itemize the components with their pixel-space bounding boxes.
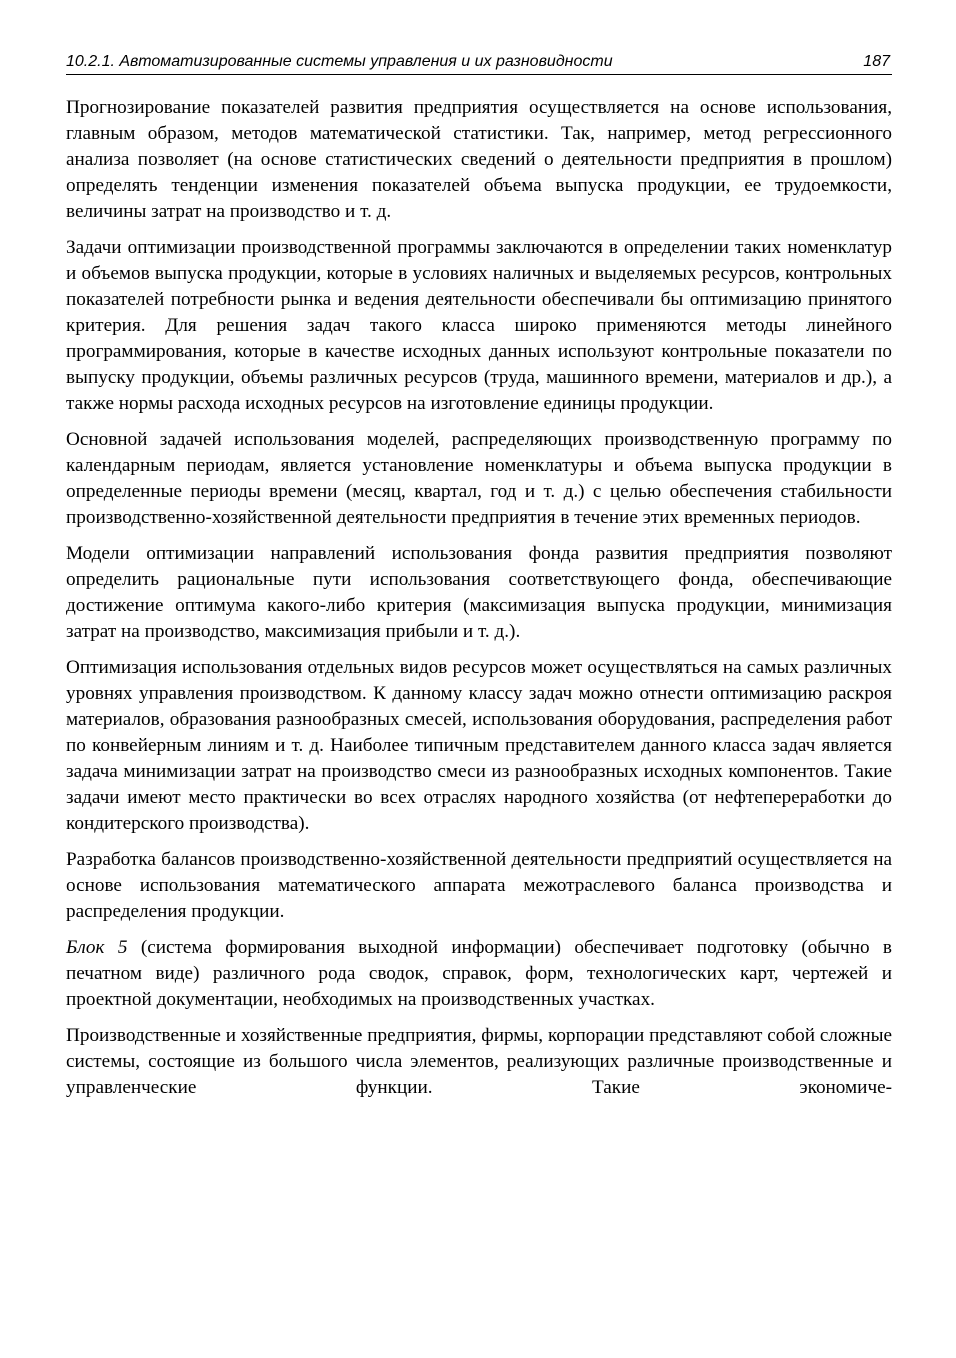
paragraph: Задачи оптимизации производственной программы заключаются в определении таких номенклатур и объемов выпуска продукции, которые в условиях наличных и выделяемых ресурсов, контрольных показателей потребности рынка и ведения деятельности обеспечивали бы оптимизацию принятого критерия. Для решения задач такого класса широко применяются методы линейного программирования, которые в качестве исходных данных используют контрольные показатели по выпуску продукции, объемы различных ресурсов (труда, машинного времени, материалов и др.), а также нормы расхода исходных ресурсов на изготовление единицы продукции.	[66, 237, 892, 414]
running-header	[66, 52, 892, 75]
paragraph: Модели оптимизации направлений использования фонда развития предприятия позволяют определить рациональные пути использования соответствующего фонда, обеспечивающие достижение оптимума какого-либо критерия (максимизация выпуска продукции, минимизация затрат на производство, максимизация прибыли и т. д.).	[66, 543, 892, 642]
paragraph: Производственные и хозяйственные предприятия, фирмы, корпорации представляют собой сложные системы, состоящие из большого числа элементов, реализующих различные производственные и управленческие функции. Такие экономиче-	[66, 1025, 892, 1098]
paragraph: Блок 5 (система формирования выходной информации) обеспечивает подготовку (обычно в печатном виде) различного рода сводок, справок, форм, технологических карт, чертежей и проектной документации, необходимых на производственных участках.	[66, 937, 892, 1010]
page-number: 187	[863, 53, 890, 70]
book-page	[66, 52, 892, 1111]
paragraph: Разработка балансов производственно-хозяйственной деятельности предприятий осуществляется на основе использования математического аппарата межотраслевого баланса производства и распределения продукции.	[66, 849, 892, 922]
paragraph: Оптимизация использования отдельных видов ресурсов может осуществляться на самых различных уровнях управления производством. К данному классу задач можно отнести оптимизацию раскроя материалов, образования разнообразных смесей, использования оборудования, распределения работ по конвейерным линиям и т. д. Наиболее типичным представителем данного класса задач является задача минимизации затрат на производство смеси из разнообразных исходных компонентов. Такие задачи имеют место практически во всех отраслях народного хозяйства (от нефтепереработки до кондитерского производства).	[66, 657, 892, 834]
section-title: 10.2.1. Автоматизированные системы управления и их разновидности	[66, 53, 613, 70]
body-text	[66, 95, 892, 1101]
paragraph: Основной задачей использования моделей, распределяющих производственную программу по календарным периодам, является установление номенклатуры и объема выпуска продукции в определенные периоды времени (месяц, квартал, год и т. д.) с целью обеспечения стабильности производственно-хозяйственной деятельности предприятия в течение этих временных периодов.	[66, 429, 892, 528]
paragraph: Прогнозирование показателей развития предприятия осуществляется на основе использования, главным образом, методов математической статистики. Так, например, метод регрессионного анализа позволяет (на основе статистических сведений о деятельности предприятия в прошлом) определять тенденции изменения показателей объема выпуска продукции, ее трудоемкости, величины затрат на производство и т. д.	[66, 97, 892, 222]
block-label: Блок 5	[66, 937, 128, 958]
